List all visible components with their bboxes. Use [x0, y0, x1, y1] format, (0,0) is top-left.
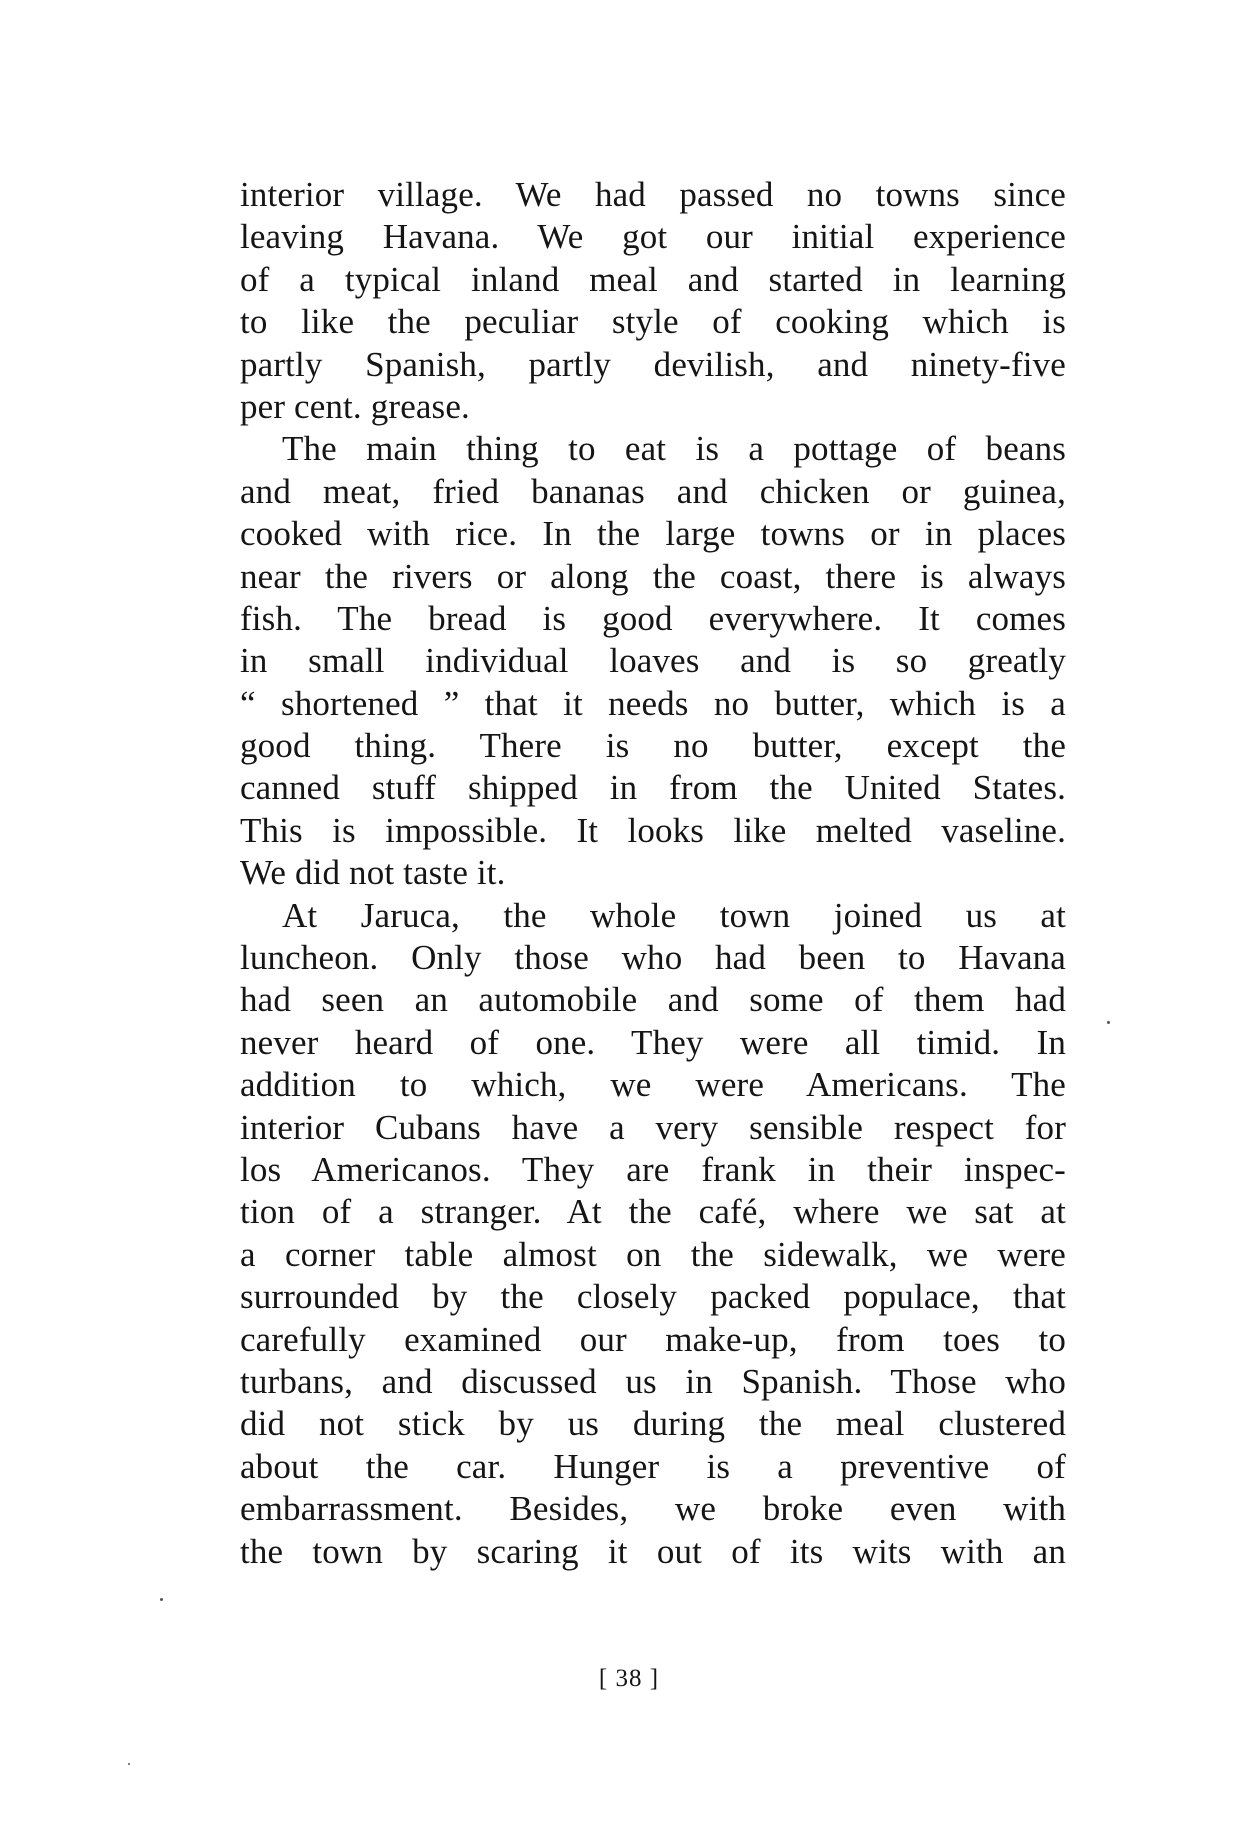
text-line: interior Cubans have a very sensible respect for	[240, 1107, 1066, 1147]
paragraph	[240, 428, 1066, 894]
text-line: had seen an automobile and some of them had	[240, 980, 1066, 1020]
scan-speck	[160, 1598, 163, 1601]
text-line: interior village. We had passed no towns since	[240, 175, 1066, 214]
page-number: [ 38 ]	[598, 1665, 660, 1692]
scan-speck	[1107, 1021, 1110, 1024]
text-line: the town by scaring it out of its wits with an	[240, 1531, 1066, 1571]
text-line: carefully examined our make-up, from toes to	[240, 1319, 1066, 1359]
text-line: los Americanos. They are frank in their inspec-	[240, 1149, 1066, 1189]
text-line: never heard of one. They were all timid. In	[240, 1022, 1066, 1062]
paragraph	[240, 174, 1066, 428]
text-line: addition to which, we were Americans. The	[240, 1065, 1066, 1105]
text-line: This is impossible. It looks like melted vaseline.	[240, 810, 1066, 850]
text-line: turbans, and discussed us in Spanish. Those who	[240, 1361, 1066, 1401]
text-line: tion of a stranger. At the café, where we sat at	[240, 1192, 1066, 1232]
text-line: to like the peculiar style of cooking which is	[240, 302, 1066, 342]
text-line: surrounded by the closely packed populace, that	[240, 1277, 1066, 1317]
body-text	[240, 174, 1066, 1573]
text-line: per cent. grease.	[240, 386, 470, 426]
text-line: near the rivers or along the coast, there is always	[240, 556, 1066, 596]
text-line: of a typical inland meal and started in learning	[240, 259, 1066, 299]
text-line: did not stick by us during the meal clustered	[240, 1404, 1066, 1444]
text-line: leaving Havana. We got our initial experience	[240, 217, 1066, 257]
text-line: luncheon. Only those who had been to Havana	[240, 938, 1066, 978]
paragraph	[240, 895, 1066, 1573]
text-line: good thing. There is no butter, except the	[240, 726, 1066, 766]
text-line: The main thing to eat is a pottage of beans	[282, 429, 1066, 469]
text-line: about the car. Hunger is a preventive of	[240, 1446, 1066, 1486]
text-line: “ shortened ” that it needs no butter, which is a	[240, 683, 1066, 723]
text-line: fish. The bread is good everywhere. It comes	[240, 598, 1066, 638]
text-line: At Jaruca, the whole town joined us at	[282, 895, 1066, 935]
text-line: and meat, fried bananas and chicken or guinea,	[240, 471, 1066, 511]
text-line: in small individual loaves and is so greatly	[240, 641, 1066, 681]
text-line: We did not taste it.	[240, 853, 506, 893]
text-line: a corner table almost on the sidewalk, we were	[240, 1234, 1066, 1274]
text-line: partly Spanish, partly devilish, and ninety-five	[240, 344, 1066, 384]
scan-speck	[128, 1763, 130, 1765]
text-line: embarrassment. Besides, we broke even with	[240, 1489, 1066, 1529]
text-line: canned stuff shipped in from the United States.	[240, 768, 1066, 808]
text-line: cooked with rice. In the large towns or in places	[240, 514, 1066, 554]
